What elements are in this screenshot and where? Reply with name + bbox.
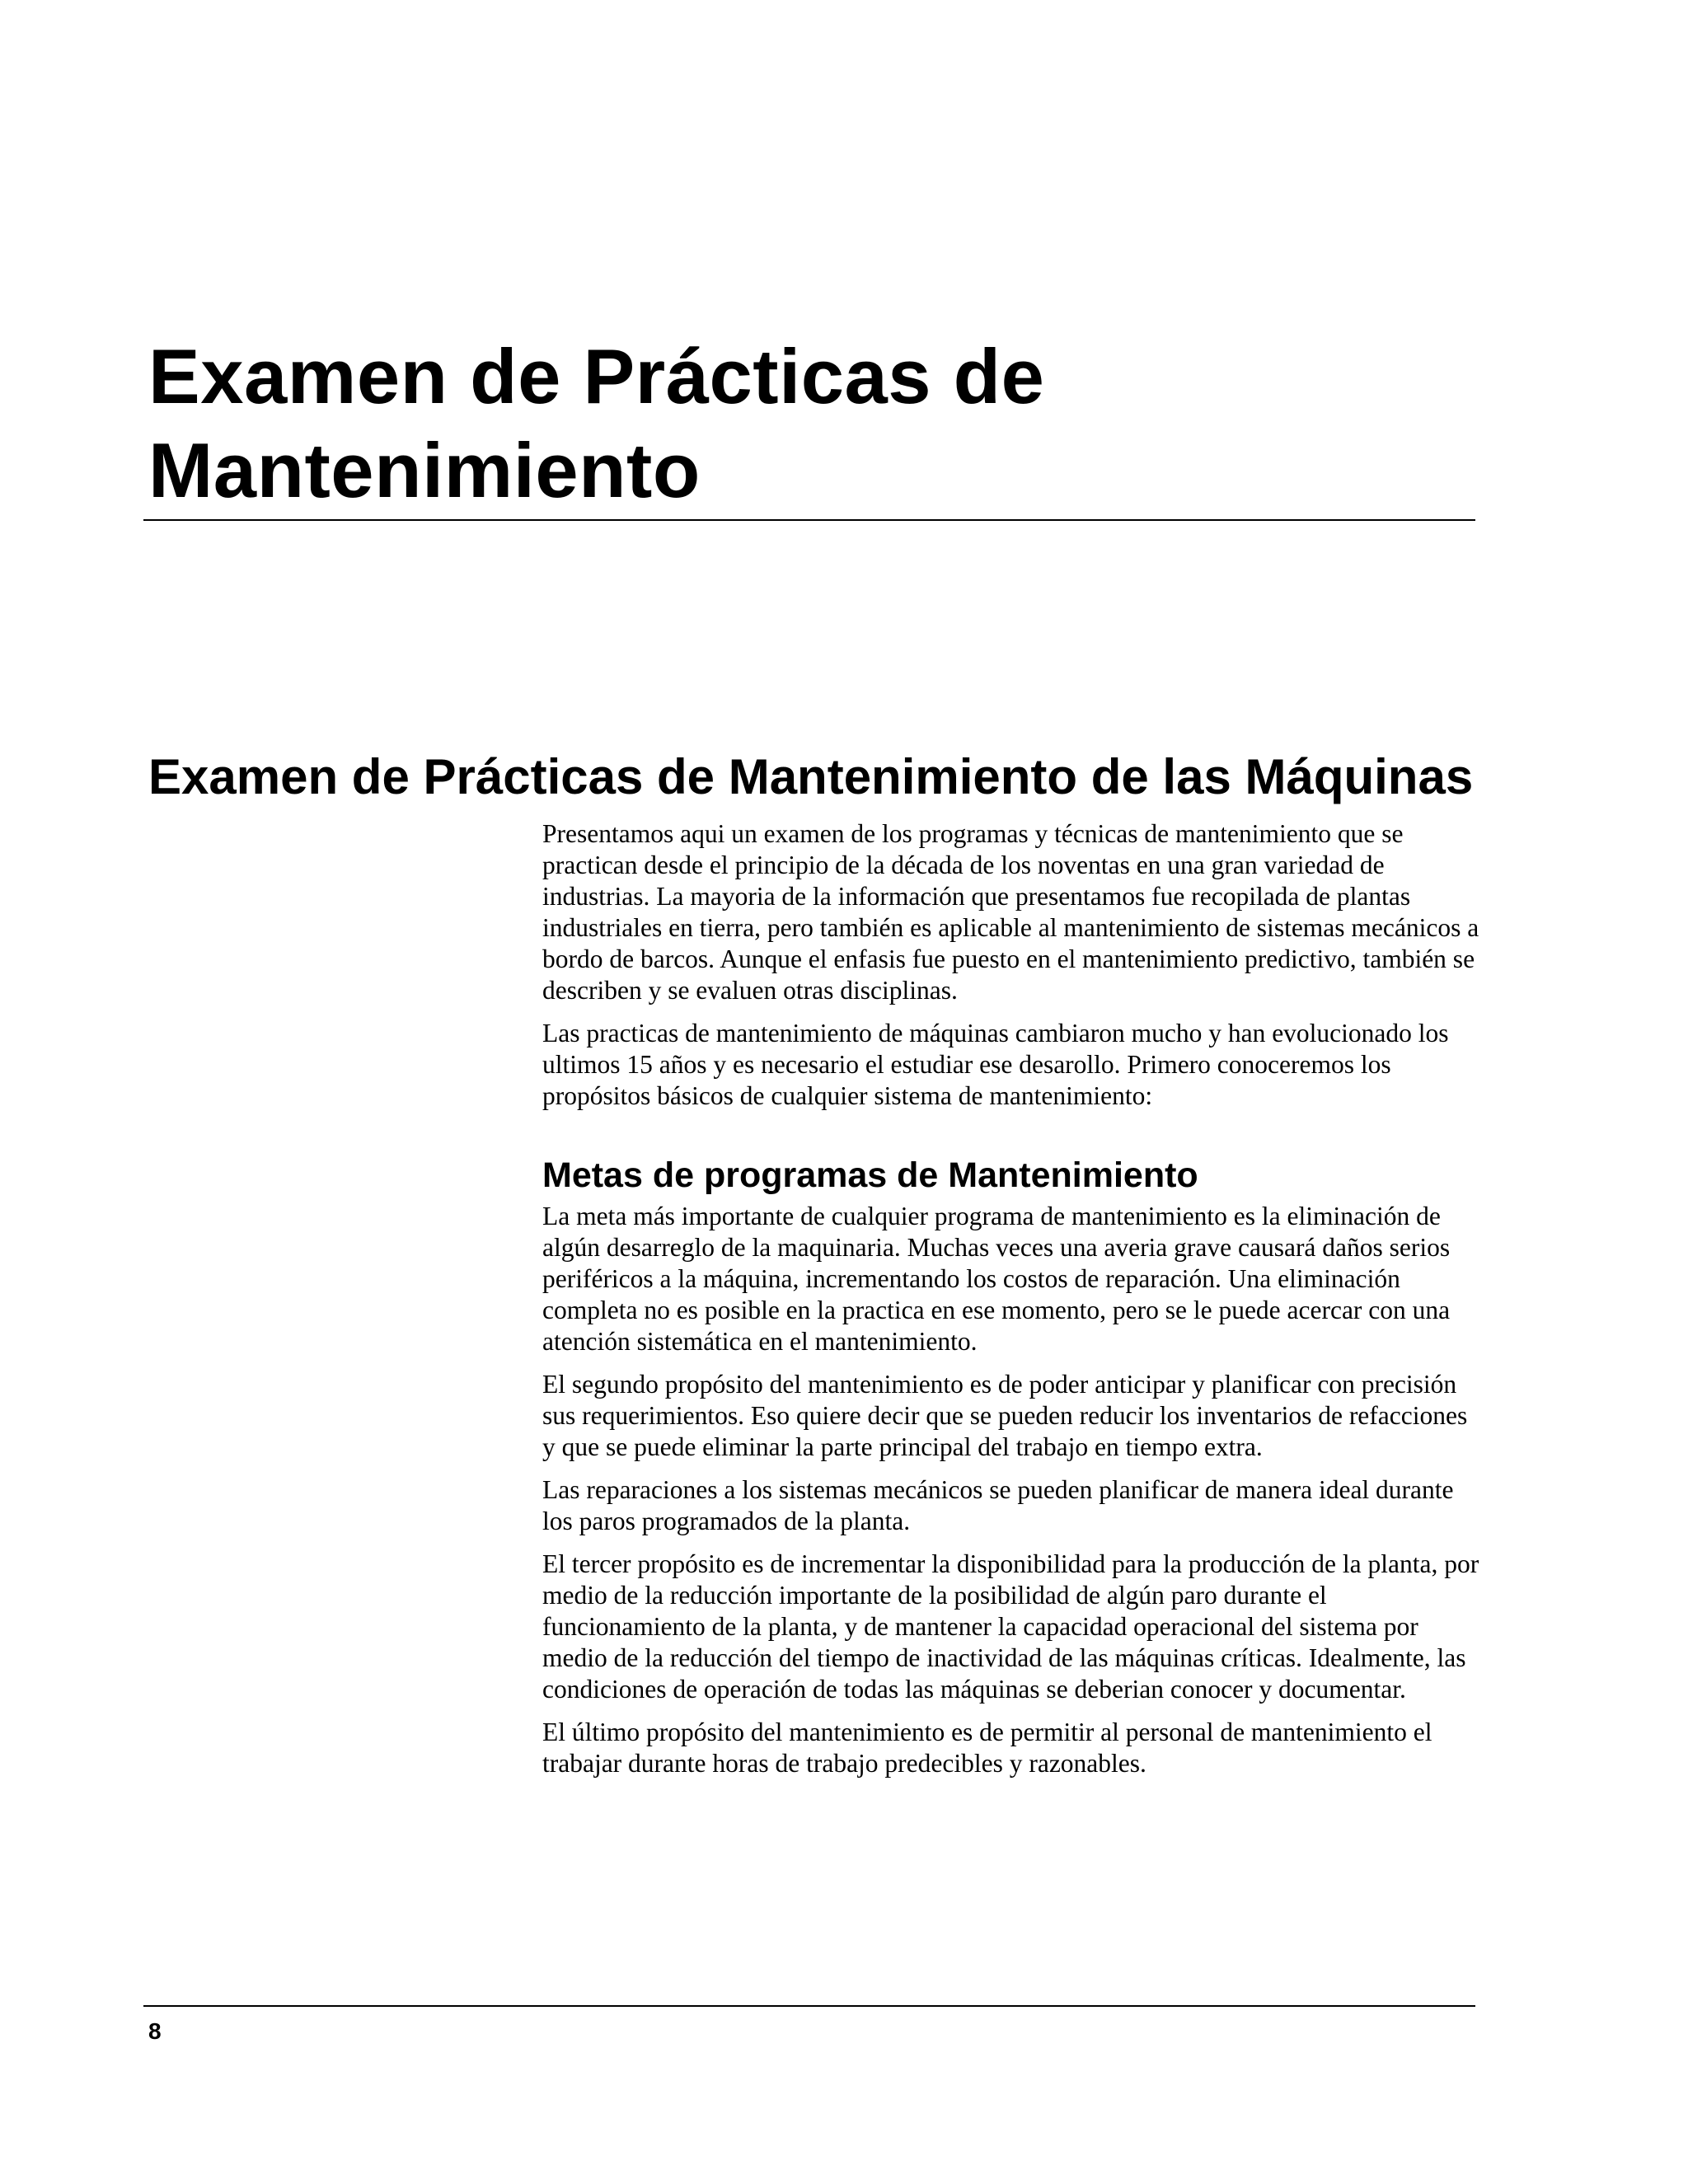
footer-rule — [143, 2005, 1475, 2007]
subsection-paragraph-2: El segundo propósito del mantenimiento es de poder anticipar y planificar con precisión sus requerimientos. Eso quiere decir que se pueden reducir los inventarios de refacciones y que se puede eliminar la parte principal del trabajo en tiempo extra. — [542, 1370, 1468, 1461]
section-paragraph-2: Las practicas de mantenimiento de máquinas cambiaron mucho y han evolucionado los ultimos 15 años y es necesario el estudiar ese desarollo. Primero conoceremos los propósitos básicos de cualquier sistema de mantenimiento: — [542, 1019, 1449, 1110]
section-paragraph-1: Presentamos aqui un examen de los programas y técnicas de mantenimiento que se practican desde el principio de la década de los noventas en una gran variedad de industrias. La mayoria de la información que presentamos fue recopilada de plantas industriales en tierra, pero también es aplicable al mantenimiento de sistemas mecánicos a bordo de barcos. Aunque el enfasis fue puesto en el mantenimiento predictivo, también se describen y se evaluen otras disciplinas. — [542, 819, 1479, 1005]
chapter-title-line-2: Mantenimiento — [148, 427, 701, 513]
body-column — [542, 818, 1482, 1791]
chapter-title-rule — [143, 519, 1475, 521]
chapter-title — [148, 330, 1467, 518]
subsection-paragraph-5: El último propósito del mantenimiento es de permitir al personal de mantenimiento el trabajar durante horas de trabajo predecibles y razonables. — [542, 1718, 1432, 1778]
subsection-title: Metas de programas de Mantenimiento — [542, 1155, 1198, 1195]
page-number: 8 — [148, 2018, 162, 2044]
subsection-paragraph-4: El tercer propósito es de incrementar la disponibilidad para la producción de la planta, por medio de la reducción importante de la posibilidad de algún paro durante el funcionamiento de la planta, y de mantener la capacidad operacional del sistema por medio de la reducción del tiempo de inactividad de las máquinas críticas. Idealmente, las condiciones de operación de todas las máquinas se deberian conocer y documentar. — [542, 1549, 1479, 1704]
subsection-paragraph-3: Las reparaciones a los sistemas mecánicos se pueden planificar de manera ideal durante los paros programados de la planta. — [542, 1475, 1454, 1535]
section-title: Examen de Prácticas de Mantenimiento de las Máquinas — [148, 749, 1474, 804]
chapter-title-line-1: Examen de Prácticas de — [148, 333, 1045, 419]
subsection-paragraph-1: La meta más importante de cualquier programa de mantenimiento es la eliminación de algún desarreglo de la maquinaria. Muchas veces una averia grave causará daños serios periféricos a la máquina, incrementando los costos de reparación. Una eliminación completa no es posible en la practica en ese momento, pero se le puede acercar con una atención sistemática en el mantenimiento. — [542, 1202, 1451, 1356]
